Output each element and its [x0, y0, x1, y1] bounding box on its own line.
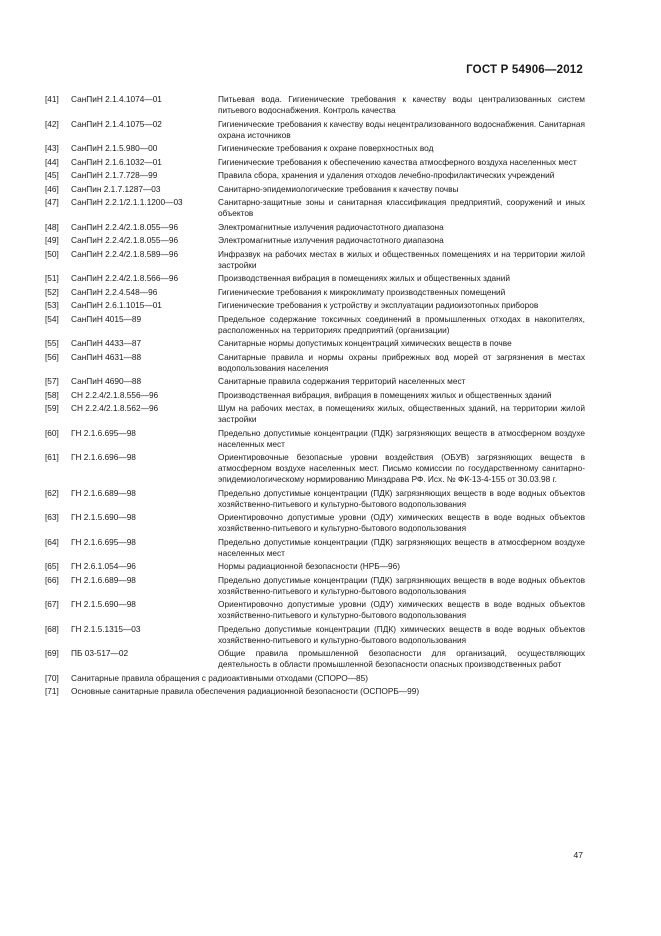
reference-entry — [45, 143, 585, 154]
reference-code: ГН 2.1.6.689—98 — [71, 487, 136, 498]
reference-number: [52] — [45, 286, 59, 297]
reference-title: Предельно допустимые концентрации (ПДК) загрязняющих веществ в воде водных объектов хозяйственно-питьевого и культурно-бытового водопользования — [218, 574, 585, 596]
reference-entry — [45, 197, 585, 219]
reference-title: Ориентировочные безопасные уровни воздействия (ОБУВ) загрязняющих веществ в атмосферном воздухе населенных мест. Письмо комиссии по государственному санитарно-эпидемиологическому нормированию Минздрава РФ. Исх. № ФК-13-4-155 от 30.03.98 г. — [218, 452, 585, 484]
reference-title: Электромагнитные излучения радиочастотного диапазона — [218, 235, 444, 245]
reference-number: [70] — [45, 672, 59, 683]
reference-entry — [45, 561, 585, 572]
reference-title: Гигиенические требования к микроклимату производственных помещений — [218, 286, 506, 297]
reference-number: [68] — [45, 623, 59, 634]
reference-code: СанПиН 2.2.1/2.1.1.1200—03 — [71, 197, 183, 207]
reference-number: [64] — [45, 536, 59, 547]
reference-number: [59] — [45, 403, 59, 413]
reference-entry — [45, 686, 585, 697]
reference-code: СанПиН 4015—89 — [71, 313, 142, 324]
reference-entry — [45, 157, 585, 168]
reference-number: [66] — [45, 574, 59, 585]
reference-code: СанПиН 2.2.4.548—96 — [71, 286, 158, 297]
reference-number: [43] — [45, 143, 59, 153]
reference-title: Нормы радиационной безопасности (НРБ—96) — [218, 561, 401, 571]
reference-number: [54] — [45, 313, 59, 324]
reference-title: Предельное содержание токсичных соединений в промышленных отходах в накопителях, расположенных на территориях предприятий (организации) — [218, 313, 585, 335]
reference-number: [61] — [45, 452, 59, 462]
reference-code: СанПиН 4433—87 — [71, 338, 142, 348]
reference-code: ГН 2.6.1.054—96 — [71, 561, 136, 571]
reference-entry — [45, 287, 585, 298]
reference-code: СанПиН 2.1.6.1032—01 — [71, 156, 162, 167]
reference-entry — [45, 575, 585, 597]
reference-number: [55] — [45, 338, 59, 348]
reference-number: [50] — [45, 248, 59, 259]
reference-number: [47] — [45, 197, 59, 207]
reference-number: [57] — [45, 376, 59, 386]
reference-code: ГН 2.1.5.690—98 — [71, 512, 136, 522]
standard-designation: ГОСТ Р 54906—2012 — [466, 64, 583, 76]
reference-title: Электромагнитные излучения радиочастотного диапазона — [218, 221, 444, 232]
bibliography-list — [45, 94, 585, 700]
reference-entry — [45, 338, 585, 349]
reference-title: Гигиенические требования к устройству и эксплуатации радиоизотопных приборов — [218, 300, 539, 310]
reference-entry — [45, 488, 585, 510]
reference-entry — [45, 94, 585, 116]
reference-entry — [45, 300, 585, 311]
reference-number: [49] — [45, 235, 59, 245]
reference-number: [44] — [45, 156, 59, 167]
reference-code: СН 2.2.4/2.1.8.556—96 — [71, 389, 159, 400]
reference-code: СанПиН 2.2.4/2.1.8.566—96 — [71, 273, 179, 283]
reference-number: [56] — [45, 351, 59, 362]
reference-entry — [45, 512, 585, 534]
reference-code: ГН 2.1.6.696—98 — [71, 452, 136, 462]
reference-title: Санитарно-эпидемиологические требования к качеству почвы — [218, 183, 459, 194]
reference-code: СанПиН 2.1.7.728—99 — [71, 170, 158, 180]
reference-code: СанПиН 2.1.5.980—00 — [71, 143, 158, 153]
reference-code: ГН 2.1.5.690—98 — [71, 599, 136, 609]
reference-entry — [45, 452, 585, 485]
reference-title: Санитарные правила обращения с радиоактивными отходами (СПОРО—85) — [71, 672, 369, 683]
reference-entry — [45, 184, 585, 195]
reference-entry — [45, 403, 585, 425]
reference-code: ГН 2.1.6.695—98 — [71, 427, 136, 438]
reference-entry — [45, 235, 585, 246]
reference-code: СанПиН 2.6.1.1015—01 — [71, 300, 162, 310]
reference-number: [53] — [45, 300, 59, 310]
reference-code: СанПиН 2.2.4/2.1.8.055—96 — [71, 235, 179, 245]
reference-entry — [45, 249, 585, 271]
reference-title: Правила сбора, хранения и удаления отходов лечебно-профилактических учреждений — [218, 170, 555, 180]
reference-entry — [45, 119, 585, 141]
reference-number: [69] — [45, 648, 59, 658]
reference-number: [45] — [45, 170, 59, 180]
reference-entry — [45, 428, 585, 450]
reference-number: [71] — [45, 686, 59, 696]
reference-title: Производственная вибрация в помещениях жилых и общественных зданий — [218, 273, 511, 283]
reference-title: Предельно допустимые концентрации (ПДК) загрязняющих веществ в атмосферном воздухе населенных мест — [218, 536, 585, 558]
reference-title: Предельно допустимые концентрации (ПДК) химических веществ в воде водных объектов хозяйственно-питьевого и культурно-бытового водопользования — [218, 623, 585, 645]
reference-title: Питьевая вода. Гигиенические требования к качеству воды централизованных систем питьевого водоснабжения. Контроль качества — [218, 94, 585, 115]
reference-title: Санитарные правила и нормы охраны прибрежных вод морей от загрязнения в местах водопользования населения — [218, 351, 585, 373]
reference-entry — [45, 624, 585, 646]
page-number: 47 — [573, 850, 583, 860]
reference-code: СанПиН 2.1.4.1074—01 — [71, 94, 162, 104]
reference-title: Гигиенические требования к обеспечению качества атмосферного воздуха населенных мест — [218, 156, 577, 167]
reference-number: [67] — [45, 599, 59, 609]
reference-entry — [45, 537, 585, 559]
reference-title: Шум на рабочих местах, в помещениях жилых, общественных зданий, на территории жилой застройки — [218, 403, 585, 424]
reference-code: СанПиН 2.2.4/2.1.8.589—96 — [71, 248, 179, 259]
reference-code: СанПиН 2.2.4/2.1.8.055—96 — [71, 221, 179, 232]
reference-title: Предельно допустимые концентрации (ПДК) загрязняющих веществ в атмосферном воздухе населенных мест — [218, 427, 585, 449]
reference-number: [46] — [45, 183, 59, 194]
reference-title: Общие правила промышленной безопасности для организаций, осуществляющих деятельность в области промышленной безопасности опасных производственных работ — [218, 648, 585, 669]
reference-entry — [45, 390, 585, 401]
reference-title: Предельно допустимые концентрации (ПДК) загрязняющих веществ в воде водных объектов хозяйственно-питьевого и культурно-бытового водопользования — [218, 487, 585, 509]
reference-entry — [45, 376, 585, 387]
reference-title: Инфразвук на рабочих местах в жилых и общественных помещениях и на территории жилой застройки — [218, 248, 585, 270]
reference-code: СанПиН 2.1.4.1075—02 — [71, 118, 162, 129]
reference-title: Основные санитарные правила обеспечения радиационной безопасности (ОСПОРБ—99) — [71, 686, 420, 696]
reference-number: [51] — [45, 273, 59, 283]
reference-entry — [45, 648, 585, 670]
reference-title: Ориентировочно допустимые уровни (ОДУ) химических веществ в воде водных объектов хозяйственно-питьевого и культурно-бытового водопользования — [218, 599, 585, 620]
reference-title: Гигиенические требования к охране поверхностных вод — [218, 143, 434, 153]
reference-code: СанПиН 4690—88 — [71, 376, 142, 386]
reference-number: [63] — [45, 512, 59, 522]
reference-number: [62] — [45, 487, 59, 498]
reference-code: ГН 2.1.6.689—98 — [71, 574, 136, 585]
reference-number: [58] — [45, 389, 59, 400]
reference-title: Производственная вибрация, вибрация в помещениях жилых и общественных зданий — [218, 389, 552, 400]
reference-number: [65] — [45, 561, 59, 571]
reference-entry — [45, 314, 585, 336]
reference-code: СанПин 2.1.7.1287—03 — [71, 183, 161, 194]
reference-title: Санитарные нормы допустимых концентраций химических веществ в почве — [218, 338, 512, 348]
reference-code: СанПиН 4631—88 — [71, 351, 142, 362]
reference-code: СН 2.2.4/2.1.8.562—96 — [71, 403, 159, 413]
reference-code: ГН 2.1.6.695—98 — [71, 536, 136, 547]
reference-entry — [45, 170, 585, 181]
reference-entry — [45, 352, 585, 374]
reference-title: Санитарно-защитные зоны и санитарная классификация предприятий, сооружений и иных объектов — [218, 197, 585, 218]
reference-code: ГН 2.1.5.1315—03 — [71, 623, 141, 634]
reference-number: [60] — [45, 427, 59, 438]
reference-number: [48] — [45, 221, 59, 232]
reference-entry — [45, 673, 585, 684]
reference-entry — [45, 599, 585, 621]
reference-title: Гигиенические требования к качеству воды нецентрализованного водоснабжения. Санитарная охрана источников — [218, 118, 585, 140]
reference-title: Ориентировочно допустимые уровни (ОДУ) химических веществ в воде водных объектов хозяйственно-питьевого и культурно-бытового водопользования — [218, 512, 585, 533]
reference-number: [41] — [45, 94, 59, 104]
reference-number: [42] — [45, 118, 59, 129]
reference-entry — [45, 273, 585, 284]
reference-entry — [45, 222, 585, 233]
reference-code: ПБ 03-517—02 — [71, 648, 129, 658]
reference-title: Санитарные правила содержания территорий населенных мест — [218, 376, 466, 386]
